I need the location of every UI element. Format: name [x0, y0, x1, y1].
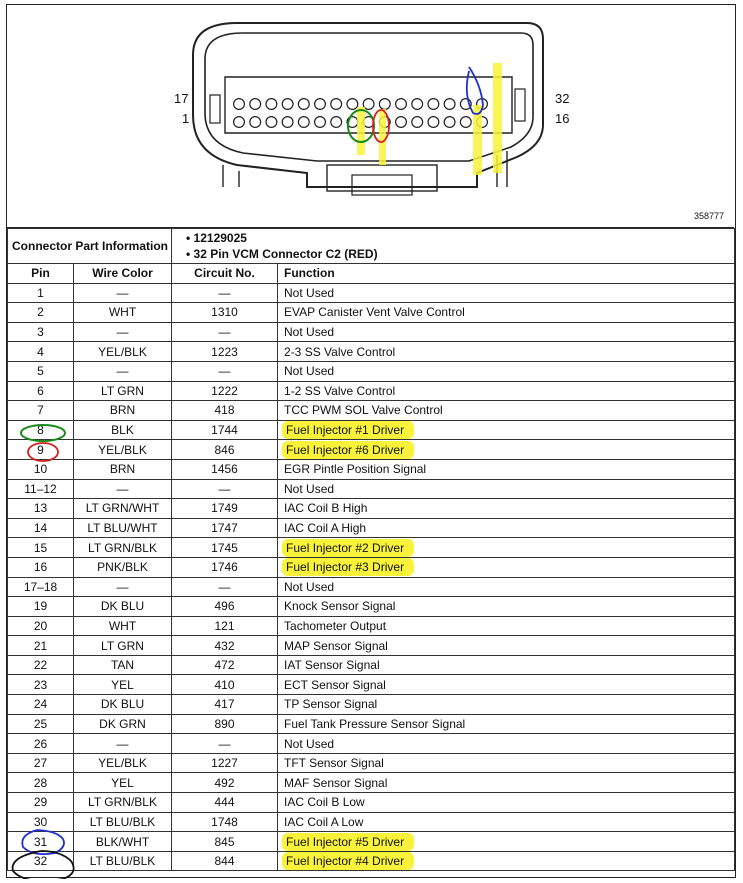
pin-cell: 21	[8, 636, 74, 656]
pin-cell: 15	[8, 538, 74, 558]
pin-label-32: 32	[555, 91, 570, 106]
highlighted-function: Fuel Injector #2 Driver	[284, 541, 412, 555]
table-row	[8, 342, 735, 362]
circuit-cell: 1745	[172, 538, 278, 558]
circuit-cell: 410	[172, 675, 278, 695]
pin-cell: 24	[8, 695, 74, 715]
connector-diagram	[7, 5, 734, 228]
function-cell: Not Used	[278, 577, 735, 597]
wire-color-cell: LT GRN/BLK	[74, 793, 172, 813]
connector-pin	[266, 117, 277, 128]
function-cell: EGR Pintle Position Signal	[278, 459, 735, 479]
table-row	[8, 695, 735, 715]
table-row	[8, 675, 735, 695]
wire-color-cell: WHT	[74, 303, 172, 323]
table-row	[8, 597, 735, 617]
table-row	[8, 616, 735, 636]
pin-cell: 20	[8, 616, 74, 636]
function-cell: MAP Sensor Signal	[278, 636, 735, 656]
table-row	[8, 577, 735, 597]
function-cell: TFT Sensor Signal	[278, 753, 735, 773]
circuit-cell: 1749	[172, 499, 278, 519]
wire-color-cell: LT GRN/BLK	[74, 538, 172, 558]
pin-cell: 25	[8, 714, 74, 734]
pin-cell: 29	[8, 793, 74, 813]
connector-pin	[234, 117, 245, 128]
function-cell: IAC Coil A Low	[278, 812, 735, 832]
pin-cell: 14	[8, 518, 74, 538]
circuit-cell: 418	[172, 401, 278, 421]
function-cell: ECT Sensor Signal	[278, 675, 735, 695]
table-row	[8, 753, 735, 773]
table-row	[8, 793, 735, 813]
table-row	[8, 557, 735, 577]
highlight-mark	[473, 105, 482, 175]
wire-color-cell: —	[74, 577, 172, 597]
wire-color-cell: LT BLU/WHT	[74, 518, 172, 538]
connector-pin	[234, 99, 245, 110]
function-cell: Not Used	[278, 322, 735, 342]
circuit-cell: 846	[172, 440, 278, 460]
wire-color-cell: DK BLU	[74, 597, 172, 617]
circuit-cell: —	[172, 361, 278, 381]
wire-color-cell: DK BLU	[74, 695, 172, 715]
pin-cell: 6	[8, 381, 74, 401]
circuit-cell: 492	[172, 773, 278, 793]
pin-cell: 32	[8, 851, 74, 871]
function-cell: EVAP Canister Vent Valve Control	[278, 303, 735, 323]
function-cell	[278, 538, 735, 558]
connector-pin	[396, 99, 407, 110]
circuit-cell: 1744	[172, 420, 278, 440]
table-row	[8, 283, 735, 303]
table-row	[8, 303, 735, 323]
circuit-cell: 1747	[172, 518, 278, 538]
table-row	[8, 832, 735, 852]
function-cell: Not Used	[278, 479, 735, 499]
circuit-cell: 417	[172, 695, 278, 715]
circuit-cell: 1223	[172, 342, 278, 362]
function-cell	[278, 832, 735, 852]
wire-color-cell: —	[74, 734, 172, 754]
function-cell: Not Used	[278, 734, 735, 754]
wire-color-cell: BLK/WHT	[74, 832, 172, 852]
connector-pin	[331, 117, 342, 128]
circuit-cell: 845	[172, 832, 278, 852]
highlight-mark	[379, 109, 386, 165]
table-row	[8, 420, 735, 440]
table-row	[8, 401, 735, 421]
highlighted-function: Fuel Injector #1 Driver	[284, 423, 412, 437]
connector-pin	[315, 117, 326, 128]
highlight-mark	[493, 63, 502, 173]
table-row	[8, 655, 735, 675]
col-pin: Pin	[8, 264, 74, 284]
wire-color-cell: BRN	[74, 401, 172, 421]
table-row	[8, 636, 735, 656]
table-row	[8, 440, 735, 460]
wire-color-cell: —	[74, 322, 172, 342]
pin-cell: 2	[8, 303, 74, 323]
circuit-cell: 1227	[172, 753, 278, 773]
wire-color-cell: TAN	[74, 655, 172, 675]
pin-label-17: 17	[174, 91, 189, 106]
connector-pin	[282, 117, 293, 128]
connector-pin	[379, 99, 390, 110]
function-cell	[278, 440, 735, 460]
wire-color-cell: BLK	[74, 420, 172, 440]
function-cell: Tachometer Output	[278, 616, 735, 636]
pin-cell: 30	[8, 812, 74, 832]
col-wire-color: Wire Color	[74, 264, 172, 284]
connector-pin	[298, 99, 309, 110]
pin-cell: 13	[8, 499, 74, 519]
col-circuit-no: Circuit No.	[172, 264, 278, 284]
connector-pin	[298, 117, 309, 128]
connector-pin	[266, 99, 277, 110]
connector-drawing	[7, 5, 734, 227]
highlighted-function: Fuel Injector #3 Driver	[284, 560, 412, 574]
highlighted-function: Fuel Injector #4 Driver	[284, 854, 412, 868]
circuit-cell: 472	[172, 655, 278, 675]
connector-pin	[412, 117, 423, 128]
circuit-cell: —	[172, 577, 278, 597]
pin-cell: 4	[8, 342, 74, 362]
wire-color-cell: YEL	[74, 773, 172, 793]
circuit-cell: 1456	[172, 459, 278, 479]
wire-color-cell: WHT	[74, 616, 172, 636]
highlight-mark	[357, 107, 365, 155]
table-row	[8, 538, 735, 558]
function-cell: IAC Coil B High	[278, 499, 735, 519]
circuit-cell: —	[172, 283, 278, 303]
wire-color-cell: LT BLU/BLK	[74, 851, 172, 871]
connector-pin	[347, 99, 358, 110]
table-row	[8, 381, 735, 401]
lower-tab-inner	[352, 175, 412, 195]
connector-inner-shell	[205, 33, 533, 161]
wire-color-cell: LT BLU/BLK	[74, 812, 172, 832]
table-row	[8, 773, 735, 793]
table-row	[8, 518, 735, 538]
circuit-cell: —	[172, 734, 278, 754]
connector-sheet	[6, 4, 736, 878]
pin-cell: 17–18	[8, 577, 74, 597]
connector-housing	[193, 23, 543, 187]
table-row	[8, 812, 735, 832]
pin-cell: 19	[8, 597, 74, 617]
table-row	[8, 459, 735, 479]
function-cell: Knock Sensor Signal	[278, 597, 735, 617]
wire-color-cell: LT GRN	[74, 381, 172, 401]
pin-cell: 23	[8, 675, 74, 695]
wire-color-cell: YEL/BLK	[74, 440, 172, 460]
wire-color-cell: YEL/BLK	[74, 753, 172, 773]
info-row	[8, 229, 735, 264]
connector-pin	[396, 117, 407, 128]
pin-label-1: 1	[182, 111, 190, 126]
pin-cell: 5	[8, 361, 74, 381]
wire-color-cell: YEL	[74, 675, 172, 695]
pin-cell: 9	[8, 440, 74, 460]
right-latch	[515, 89, 525, 121]
pin-cell: 8	[8, 420, 74, 440]
wire-color-cell: BRN	[74, 459, 172, 479]
connector-pin	[250, 117, 261, 128]
figure-number: 358777	[693, 211, 724, 221]
wire-color-cell: YEL/BLK	[74, 342, 172, 362]
connector-pin	[315, 99, 326, 110]
circuit-cell: 1748	[172, 812, 278, 832]
circuit-cell: 1222	[172, 381, 278, 401]
pin-cell: 27	[8, 753, 74, 773]
connector-pin	[428, 99, 439, 110]
table-row	[8, 734, 735, 754]
connector-pin	[444, 99, 455, 110]
wire-color-cell: LT GRN/WHT	[74, 499, 172, 519]
table-row	[8, 714, 735, 734]
connector-pin	[331, 99, 342, 110]
pin-cell: 11–12	[8, 479, 74, 499]
table-row	[8, 499, 735, 519]
circuit-cell: 432	[172, 636, 278, 656]
col-function: Function	[278, 264, 735, 284]
connector-pin	[282, 99, 293, 110]
circuit-cell: 121	[172, 616, 278, 636]
pin-cell: 3	[8, 322, 74, 342]
function-cell: Fuel Tank Pressure Sensor Signal	[278, 714, 735, 734]
pin-label-16: 16	[555, 111, 570, 126]
connector-description: • 32 Pin VCM Connector C2 (RED)	[186, 247, 378, 261]
connector-pin	[412, 99, 423, 110]
pin-cell: 26	[8, 734, 74, 754]
function-cell: MAF Sensor Signal	[278, 773, 735, 793]
connector-pin	[428, 117, 439, 128]
connector-pin	[444, 117, 455, 128]
wire-color-cell: —	[74, 361, 172, 381]
column-header-row	[8, 264, 735, 284]
function-cell: IAC Coil A High	[278, 518, 735, 538]
function-cell: Not Used	[278, 361, 735, 381]
function-cell: IAC Coil B Low	[278, 793, 735, 813]
function-cell: Not Used	[278, 283, 735, 303]
part-number: • 12129025	[186, 231, 247, 245]
wire-color-cell: —	[74, 479, 172, 499]
table-row	[8, 479, 735, 499]
wire-color-cell: LT GRN	[74, 636, 172, 656]
pin-cell: 28	[8, 773, 74, 793]
left-latch	[210, 95, 220, 123]
circuit-cell: 844	[172, 851, 278, 871]
connector-pin	[460, 117, 471, 128]
circuit-cell: 1310	[172, 303, 278, 323]
pinout-table	[7, 228, 735, 871]
connector-pin	[250, 99, 261, 110]
function-cell	[278, 851, 735, 871]
circuit-cell: —	[172, 322, 278, 342]
function-cell: TCC PWM SOL Valve Control	[278, 401, 735, 421]
table-row	[8, 851, 735, 871]
table-row	[8, 361, 735, 381]
highlighted-function: Fuel Injector #6 Driver	[284, 443, 412, 457]
table-row	[8, 322, 735, 342]
function-cell	[278, 420, 735, 440]
circuit-cell: 444	[172, 793, 278, 813]
function-cell: TP Sensor Signal	[278, 695, 735, 715]
pin-cell: 10	[8, 459, 74, 479]
info-header: Connector Part Information	[8, 229, 172, 264]
highlighted-function: Fuel Injector #5 Driver	[284, 835, 412, 849]
wire-color-cell: DK GRN	[74, 714, 172, 734]
pin-cell: 22	[8, 655, 74, 675]
circuit-cell: 890	[172, 714, 278, 734]
function-cell: 1-2 SS Valve Control	[278, 381, 735, 401]
pin-cell: 16	[8, 557, 74, 577]
circuit-cell: 496	[172, 597, 278, 617]
wire-color-cell: —	[74, 283, 172, 303]
circuit-cell: —	[172, 479, 278, 499]
function-cell: IAT Sensor Signal	[278, 655, 735, 675]
info-lines	[172, 229, 735, 264]
circuit-cell: 1746	[172, 557, 278, 577]
pin-cell: 1	[8, 283, 74, 303]
function-cell: 2-3 SS Valve Control	[278, 342, 735, 362]
pin-cell: 7	[8, 401, 74, 421]
wire-color-cell: PNK/BLK	[74, 557, 172, 577]
pin-cell: 31	[8, 832, 74, 852]
function-cell	[278, 557, 735, 577]
